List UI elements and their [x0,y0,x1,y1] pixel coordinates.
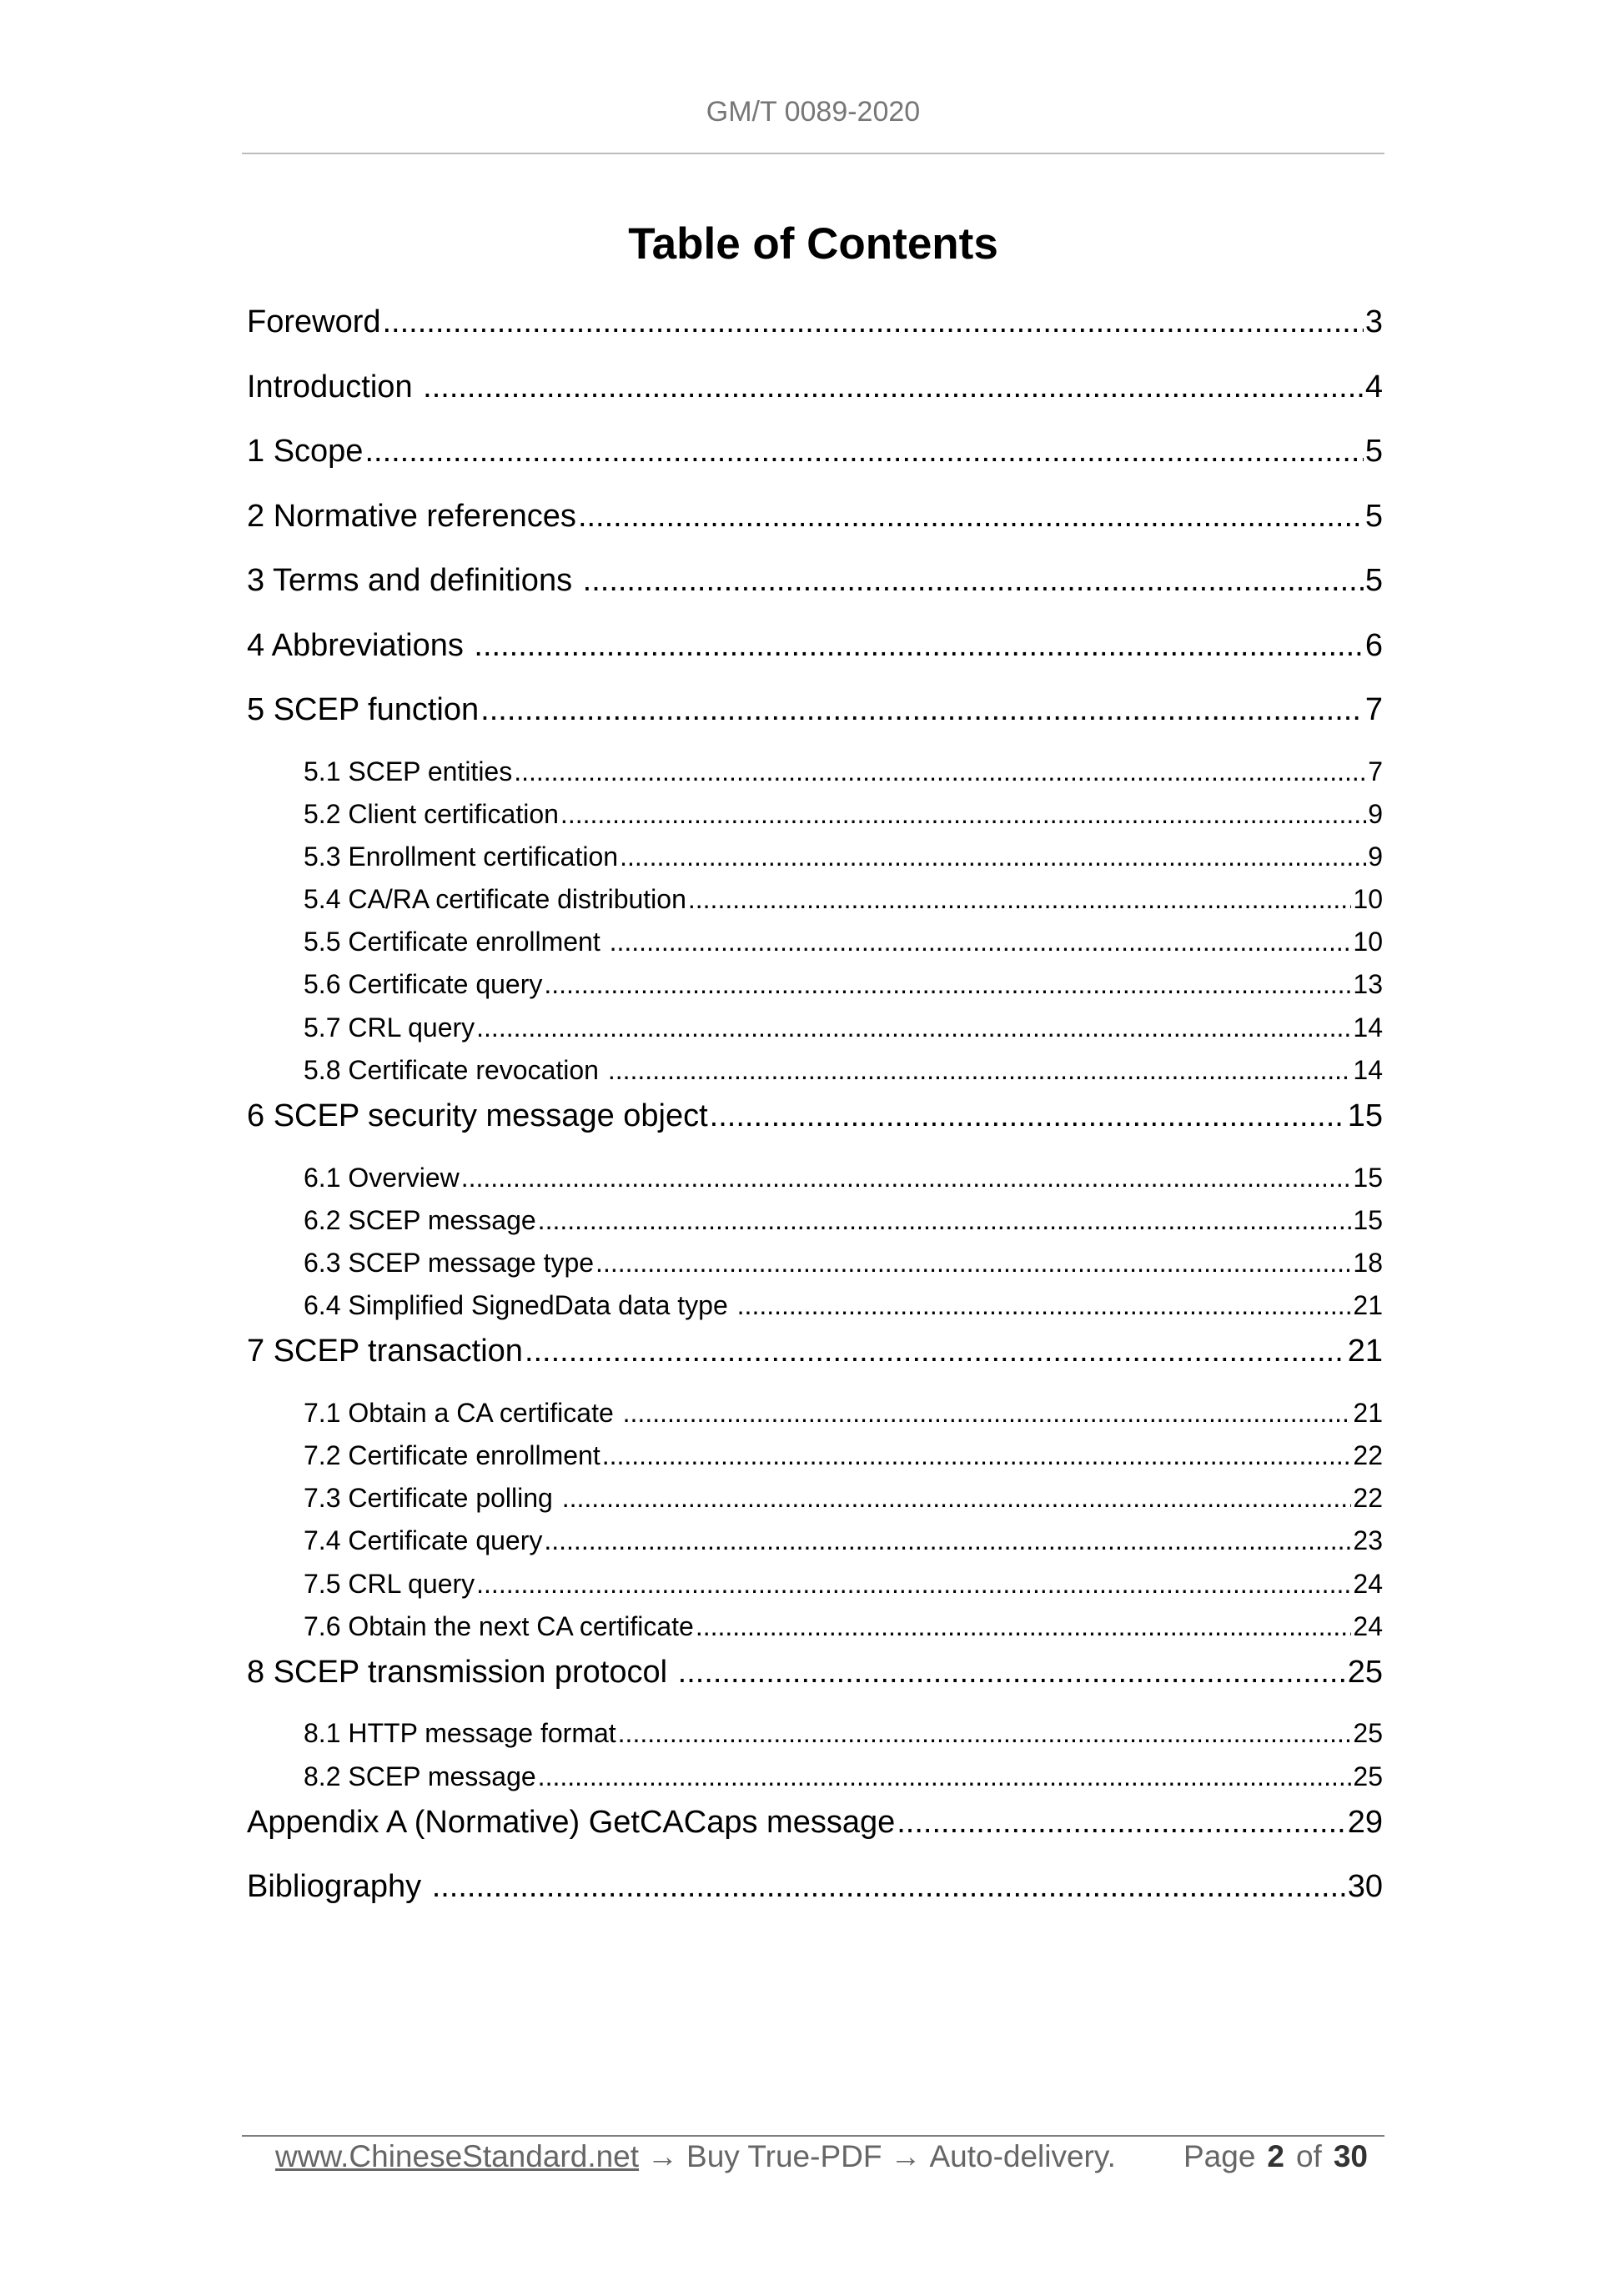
toc-dot-leader [544,1522,1351,1559]
toc-entry-label: Bibliography [247,1869,430,1905]
toc-dot-leader [583,559,1364,602]
toc-entry-label: 8.1 HTTP message format [304,1718,616,1749]
toc-page-number: 29 [1347,1804,1383,1840]
toc-entry-label: 5.3 Enrollment certification [304,841,619,872]
toc-entry-label: 6 SCEP security message object [247,1098,708,1133]
arrow-right-icon: → [890,2139,922,2173]
toc-dot-leader [688,881,1352,917]
toc-subentry[interactable] [247,1715,1383,1757]
toc-page-number: 24 [1353,1610,1383,1641]
current-page-number: 2 [1267,2139,1284,2173]
toc-dot-leader [696,1608,1352,1645]
arrow-right-icon: → [647,2139,679,2173]
toc-page-number: 22 [1353,1483,1383,1514]
toc-page-number: 7 [1364,692,1383,727]
toc-entry-label: 3 Terms and definitions [247,563,581,598]
toc-entry[interactable] [247,688,1383,753]
toc-dot-leader [423,365,1364,409]
toc-subentry[interactable] [247,1287,1383,1329]
toc-page-number: 5 [1364,563,1383,598]
toc-entry-label: 7.1 Obtain a CA certificate [304,1397,621,1428]
toc-page-number: 5 [1364,498,1383,534]
toc-dot-leader [737,1287,1352,1324]
toc-page-number: 21 [1353,1290,1383,1321]
toc-dot-leader [480,688,1364,731]
toc-page-number: 30 [1347,1869,1383,1905]
toc-entry[interactable] [247,1801,1383,1866]
toc-dot-leader [562,1480,1352,1516]
toc-dot-leader [525,1329,1346,1373]
toc-entry[interactable] [247,1094,1383,1159]
toc-entry[interactable] [247,1329,1383,1394]
toc-entry-label: 7.5 CRL query [304,1568,475,1599]
toc-entry-label: 5.4 CA/RA certificate distribution [304,884,686,915]
toc-dot-leader [710,1094,1346,1138]
toc-subentry[interactable] [247,1608,1383,1650]
auto-delivery-text: Auto-delivery. [929,2139,1116,2173]
toc-dot-leader [618,1715,1352,1751]
toc-entry-label: 2 Normative references [247,498,576,534]
toc-entry-label: 7.4 Certificate query [304,1525,543,1556]
toc-dot-leader [620,838,1366,875]
toc-dot-leader [514,753,1366,790]
toc-page-number: 9 [1368,798,1383,829]
toc-subentry[interactable] [247,1480,1383,1522]
toc-dot-leader [560,796,1366,832]
toc-subentry[interactable] [247,966,1383,1008]
toc-subentry[interactable] [247,1202,1383,1244]
toc-subentry[interactable] [247,923,1383,966]
toc-subentry[interactable] [247,1244,1383,1287]
toc-dot-leader [602,1437,1352,1474]
toc-page-number: 6 [1364,627,1383,663]
toc-dot-leader [623,1394,1352,1431]
site-link[interactable]: www.ChineseStandard.net [275,2139,640,2173]
toc-subentry[interactable] [247,1565,1383,1608]
toc-dot-leader [432,1865,1346,1908]
toc-subentry[interactable] [247,1009,1383,1052]
toc-dot-leader [476,1009,1351,1046]
toc-entry[interactable] [247,559,1383,624]
toc-entry[interactable] [247,1650,1383,1716]
toc-dot-leader [578,495,1364,538]
toc-dot-leader [897,1801,1345,1844]
toc-entry-label: Introduction [247,369,422,404]
toc-entry-label: 7 SCEP transaction [247,1334,523,1369]
toc-dot-leader [538,1202,1352,1238]
toc-entry-label: 6.2 SCEP message [304,1204,536,1235]
page-footer [275,2139,1368,2174]
toc-entry[interactable] [247,300,1383,365]
toc-dot-leader [678,1650,1346,1694]
toc-page-number: 15 [1353,1204,1383,1235]
toc-page-number: 7 [1368,756,1383,786]
toc-dot-leader [474,624,1363,667]
toc-entry[interactable] [247,624,1383,689]
toc-entry-label: 7.3 Certificate polling [304,1483,560,1514]
toc-dot-leader [595,1244,1351,1281]
toc-entry-label: 5.7 CRL query [304,1012,475,1042]
buy-true-pdf-text: Buy True-PDF [686,2139,882,2173]
toc-page-number: 23 [1353,1525,1383,1556]
toc-page-number: 3 [1364,304,1383,339]
toc-entry-label: 4 Abbreviations [247,627,473,663]
toc-page-number: 25 [1353,1761,1383,1791]
toc-entry[interactable] [247,495,1383,560]
toc-page-number: 10 [1353,884,1383,915]
toc-entry-label: 5.1 SCEP entities [304,756,513,786]
toc-dot-leader [364,430,1363,473]
toc-entry-label: 8 SCEP transmission protocol [247,1654,676,1690]
toc-page-number: 24 [1353,1568,1383,1599]
toc-page-number: 15 [1347,1098,1383,1133]
toc-dot-leader [538,1758,1352,1795]
toc-page-number: 15 [1353,1162,1383,1193]
toc-dot-leader [461,1159,1352,1196]
toc-subentry[interactable] [247,1052,1383,1094]
toc-entry-label: 5.2 Client certification [304,798,559,829]
toc-page-number: 14 [1353,1054,1383,1085]
toc-dot-leader [608,1052,1352,1088]
document-code-header: GM/T 0089-2020 [706,96,921,128]
toc-page-number: 9 [1368,841,1383,872]
header-divider [242,153,1384,154]
toc-entry-label: Appendix A (Normative) GetCACaps message [247,1804,896,1840]
toc-subentry[interactable] [247,796,1383,838]
toc-entry-label: 8.2 SCEP message [304,1761,536,1791]
toc-dot-leader [610,923,1352,960]
toc-page-number: 5 [1364,434,1383,469]
toc-entry-label: Foreword [247,304,381,339]
toc-page-number: 22 [1353,1439,1383,1470]
footer-divider [242,2135,1384,2137]
toc-entry-label: 5.8 Certificate revocation [304,1054,606,1085]
toc-page-number: 21 [1347,1334,1383,1369]
toc-subentry[interactable] [247,1437,1383,1480]
toc-entry-label: 5.6 Certificate query [304,969,543,1000]
toc-page-number: 10 [1353,927,1383,957]
toc-entry-label: 6.4 Simplified SignedData data type [304,1290,736,1321]
toc-subentry[interactable] [247,1758,1383,1801]
toc-page-number: 25 [1347,1654,1383,1690]
table-of-contents [247,300,1383,1930]
toc-entry-label: 5.5 Certificate enrollment [304,927,608,957]
toc-page-number: 14 [1353,1012,1383,1042]
toc-entry-label: 5 SCEP function [247,692,480,727]
toc-entry-label: 6.3 SCEP message type [304,1247,595,1278]
toc-entry[interactable] [247,365,1383,430]
toc-subentry[interactable] [247,1522,1383,1565]
of-label: of [1295,2139,1322,2173]
toc-entry[interactable] [247,430,1383,495]
toc-page-number: 13 [1353,969,1383,1000]
toc-entry-label: 6.1 Overview [304,1162,460,1193]
page-label: Page [1183,2139,1256,2173]
toc-dot-leader [476,1565,1351,1602]
toc-entry-label: 7.6 Obtain the next CA certificate [304,1610,694,1641]
toc-dot-leader [383,300,1364,344]
toc-page-number: 21 [1353,1397,1383,1428]
toc-entry[interactable] [247,1865,1383,1930]
toc-entry-label: 1 Scope [247,434,364,469]
toc-subentry[interactable] [247,1394,1383,1437]
toc-dot-leader [544,966,1351,1002]
toc-page-number: 25 [1353,1718,1383,1749]
toc-page-number: 18 [1353,1247,1383,1278]
toc-subentry[interactable] [247,753,1383,796]
toc-entry-label: 7.2 Certificate enrollment [304,1439,600,1470]
toc-subentry[interactable] [247,838,1383,881]
page-title: Table of Contents [628,219,998,269]
toc-page-number: 4 [1364,369,1383,404]
toc-subentry[interactable] [247,1159,1383,1202]
toc-subentry[interactable] [247,881,1383,923]
total-pages-number: 30 [1333,2139,1368,2173]
